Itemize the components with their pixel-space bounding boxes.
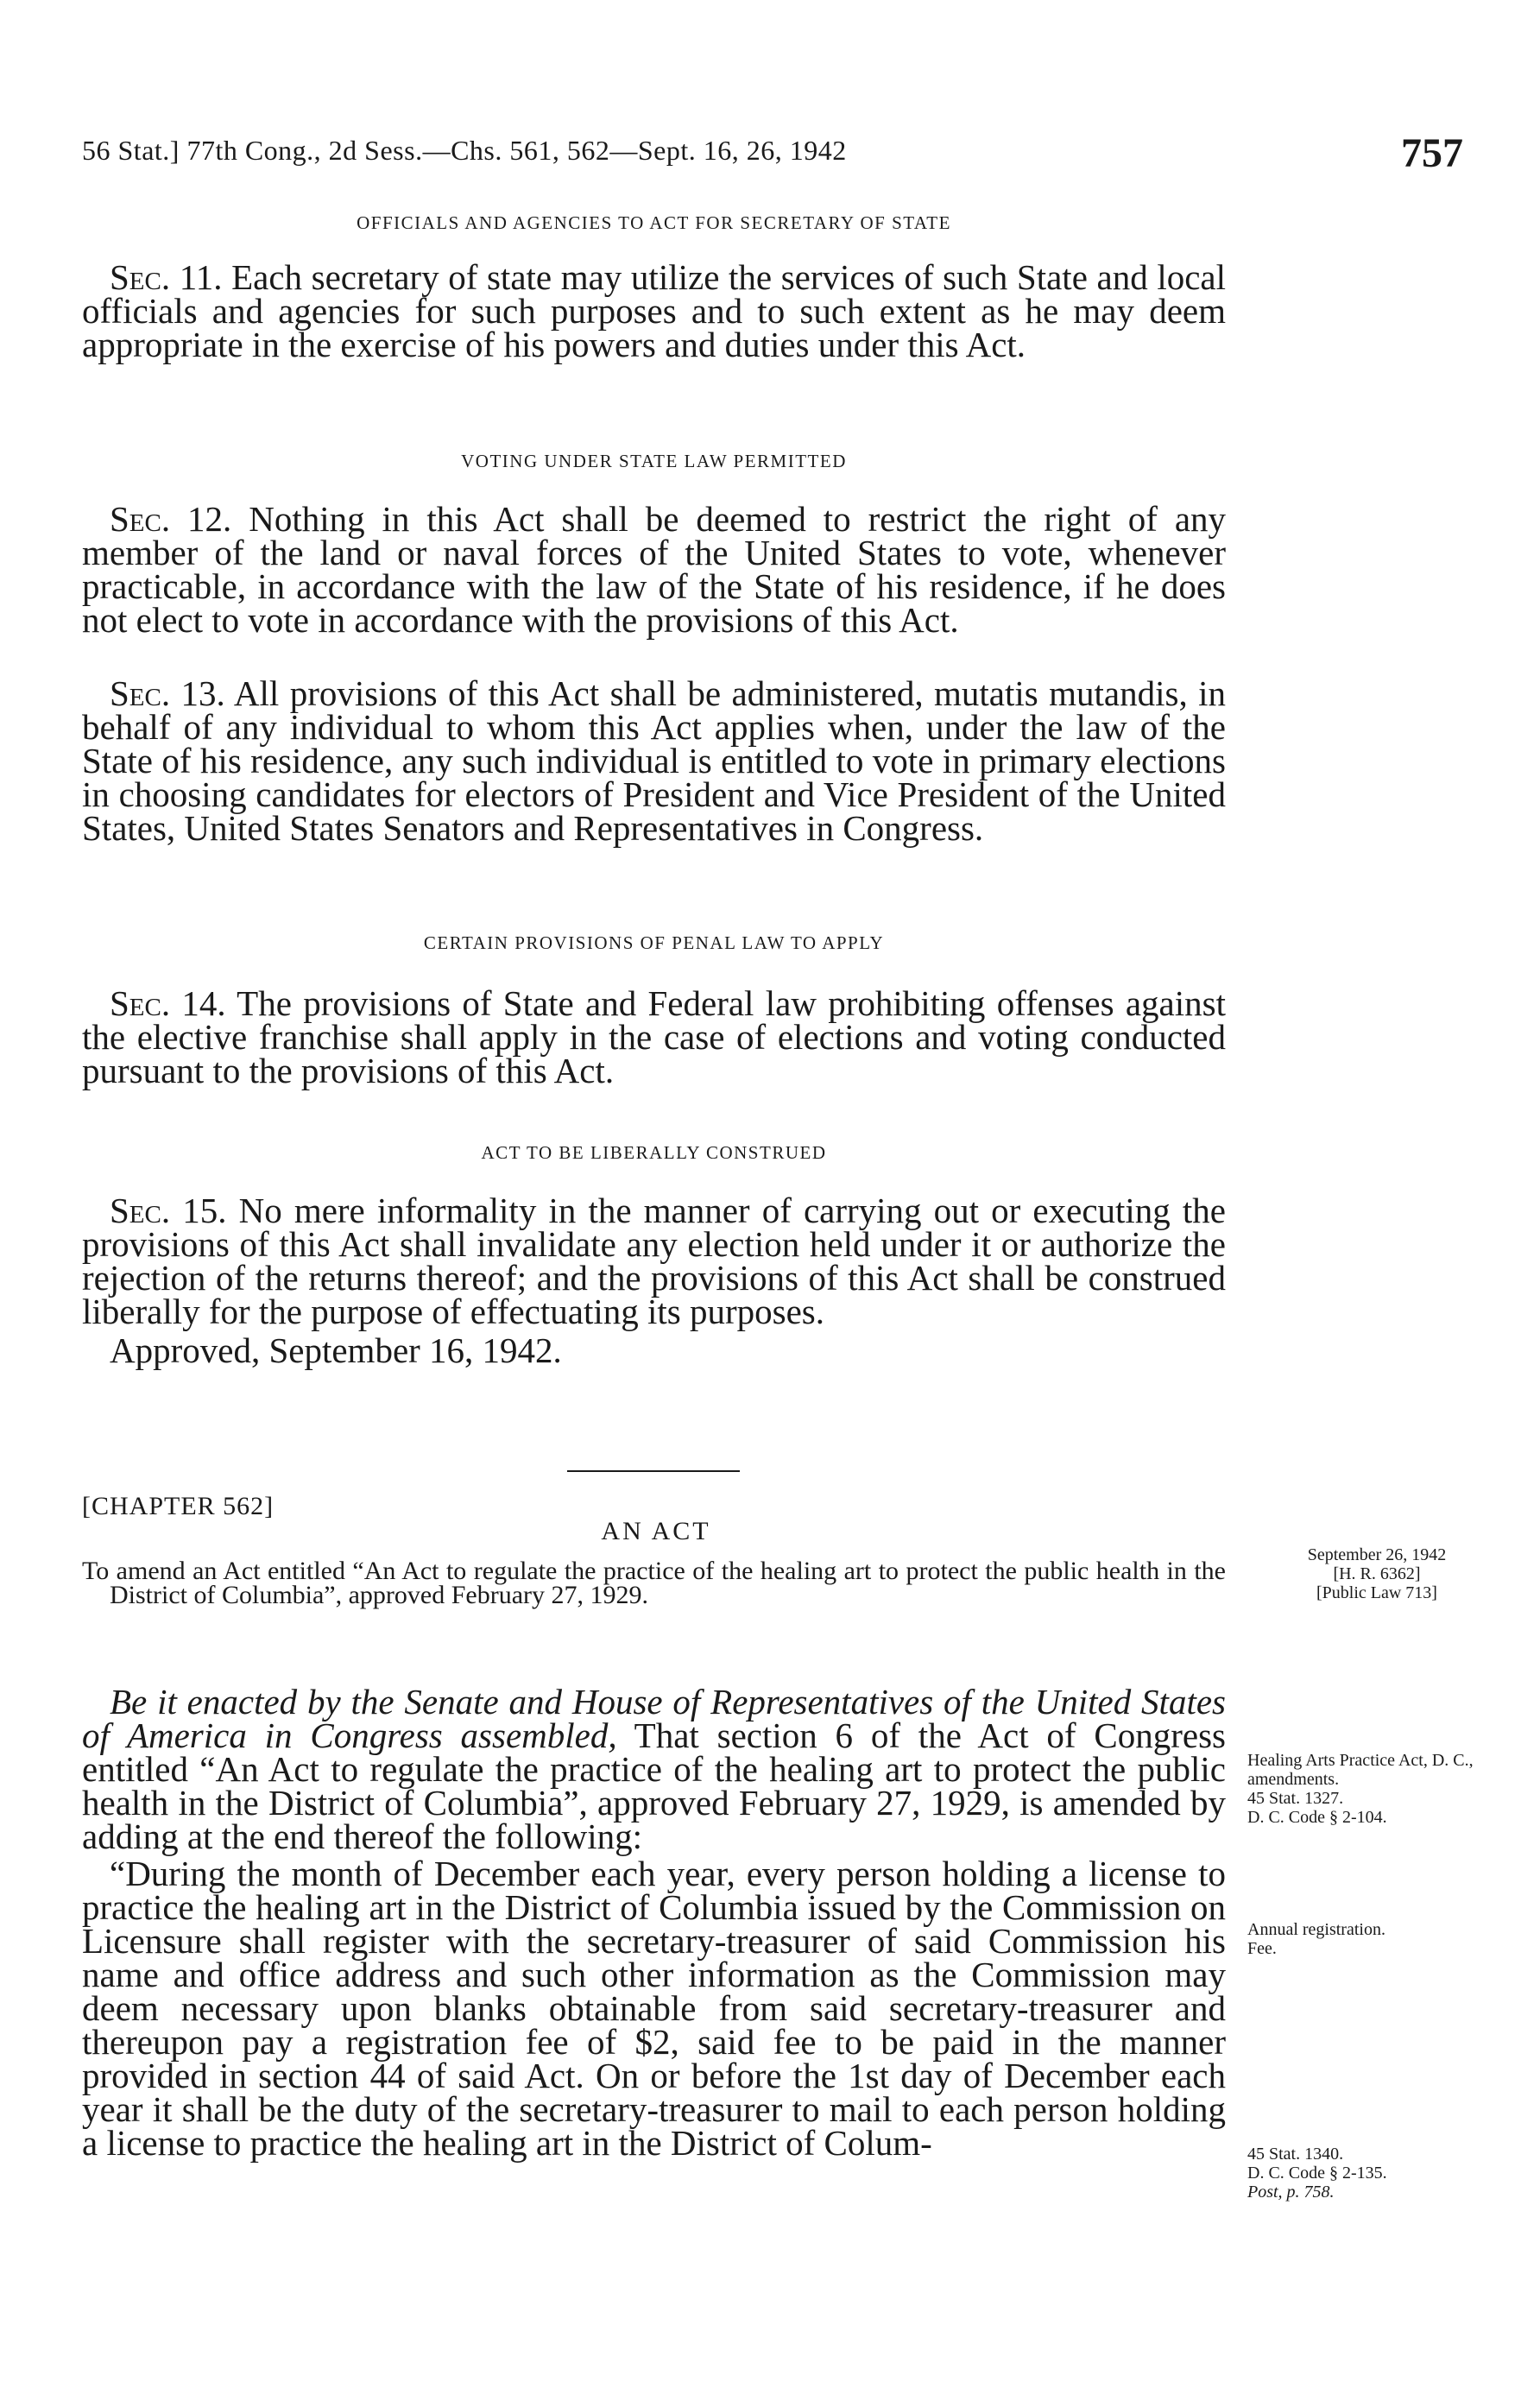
enacting-clause [82,1682,1227,2163]
margin-note-line: Healing Arts Practice Act, D. C., amendments. [1247,1751,1474,1789]
section-11-block [82,212,1226,234]
section-heading: VOTING UNDER STATE LAW PERMITTED [461,451,847,471]
divider-rule [567,1470,740,1472]
margin-note-line: 45 Stat. 1340. [1247,2145,1344,2164]
enacting-formula: Be it enacted by the Senate and House of Representatives of the United States of America in Congress assembled, [82,1682,1226,1755]
section-14 [82,983,1226,1090]
margin-note-healing-arts [1247,1751,1506,1827]
section-text: 12. Nothing in this Act shall be deemed to restrict the right of any member of the land or naval forces of the United States to vote, whenever practicable, in accordance with the law of the State of his residence, if he does not elect to vote in accordance with the provisions of this Act. [82,499,1227,640]
section-label: Sec. [110,499,171,539]
margin-note-references [1247,2145,1506,2202]
section-label: Sec. [110,257,171,297]
section-12-block [82,451,1226,472]
section-14-block [82,932,1226,954]
section-paragraph [82,499,1227,640]
section-13 [82,673,1227,848]
section-15 [82,1191,1227,1370]
section-heading: CERTAIN PROVISIONS OF PENAL LAW TO APPLY [423,932,885,953]
section-15-block [82,1142,1226,1164]
section-text: 11. Each secretary of state may utilize the services of such State and local officials and agencies for such purposes and to such extent as he may deem appropriate in the exercise of his powers and duties under this Act. [82,257,1227,364]
chapter-label: [CHAPTER 562] [82,1492,275,1520]
section-text: 13. All provisions of this Act shall be administered, mutatis mutandis, in behalf of any individual to whom this Act applies when, under the law of the State of his residence, any such individual is entitled to vote in primary elections in choosing candidates for electors of President and Vice President of the United States, United States Senators and Representatives in Congress. [82,673,1227,848]
margin-date: September 26, 1942 [1307,1545,1447,1564]
section-text: 15. No mere informality in the manner of carrying out or executing the provisions of this Act shall invalidate any election held under it or authorize the rejection of the returns thereof; and the provisions of this Act shall be construed liberally for the purpose of effectuating its purposes. [82,1191,1227,1331]
enacting-text: That section 6 of the Act of Congress entitled “An Act to regulate the practice of the healing art to protect the public health in the District of Columbia”, approved February 27, 1929, is amended by adding at the end thereof the following: [82,1715,1227,1856]
quoted-amendment: “During the month of December each year, every person holding a license to practice the healing art in the District of Columbia issued by the Commission on Licensure shall register with the secretary-treasurer of said Commission his name and office address and such other information as the Commission may deem necessary upon blanks obtainable from said secretary-treasurer and thereupon pay a registration fee of $2, said fee to be paid in the manner provided in section 44 of said Act. On or before the 1st day of December each year it shall be the duty of the secretary-treasurer to mail to each person holding a license to practice the healing art in the District of Colum- [82,1854,1226,2163]
margin-note-line: Annual registration. [1247,1920,1385,1939]
section-label: Sec. [110,983,171,1023]
margin-note-act-info [1247,1545,1506,1602]
act-title: To amend an Act entitled “An Act to regulate the practice of the healing art to protect the public health in the District of Columbia”, approved February 27, 1929. [82,1557,1226,1609]
running-head [82,130,1463,181]
section-label: Sec. [110,673,171,713]
section-heading: ACT TO BE LIBERALLY CONSTRUED [481,1142,827,1163]
section-paragraph [82,257,1227,364]
running-head-citation: 56 Stat.] 77th Cong., 2d Sess.—Chs. 561, 562—Sept. 16, 26, 1942 [82,135,847,166]
approval-line: Approved, September 16, 1942. [110,1330,562,1370]
section-heading: OFFICIALS AND AGENCIES TO ACT FOR SECRETARY OF STATE [357,212,951,233]
margin-note-line: D. C. Code § 2-104. [1247,1808,1387,1827]
margin-note-line: Post, p. 758. [1247,2183,1335,2202]
margin-public-law: [Public Law 713] [1316,1583,1437,1602]
section-paragraph [82,983,1226,1090]
section-12 [82,499,1227,640]
margin-note-line: 45 Stat. 1327. [1247,1789,1344,1808]
section-11 [82,257,1227,364]
page-number: 757 [1401,130,1463,176]
an-act-heading: AN ACT [601,1517,711,1545]
section-paragraph [82,673,1227,848]
enacting-paragraph [82,1682,1227,1856]
section-text: 14. The provisions of State and Federal law prohibiting offenses against the elective franchise shall apply in the case of elections and voting conducted pursuant to the provisions of this Act. [82,983,1226,1090]
section-label: Sec. [110,1191,171,1230]
margin-note-line: D. C. Code § 2-135. [1247,2164,1387,2183]
margin-bill: [H. R. 6362] [1333,1564,1421,1583]
margin-note-line: Fee. [1247,1939,1277,1958]
margin-note-annual [1247,1920,1506,1958]
section-paragraph [82,1191,1227,1331]
